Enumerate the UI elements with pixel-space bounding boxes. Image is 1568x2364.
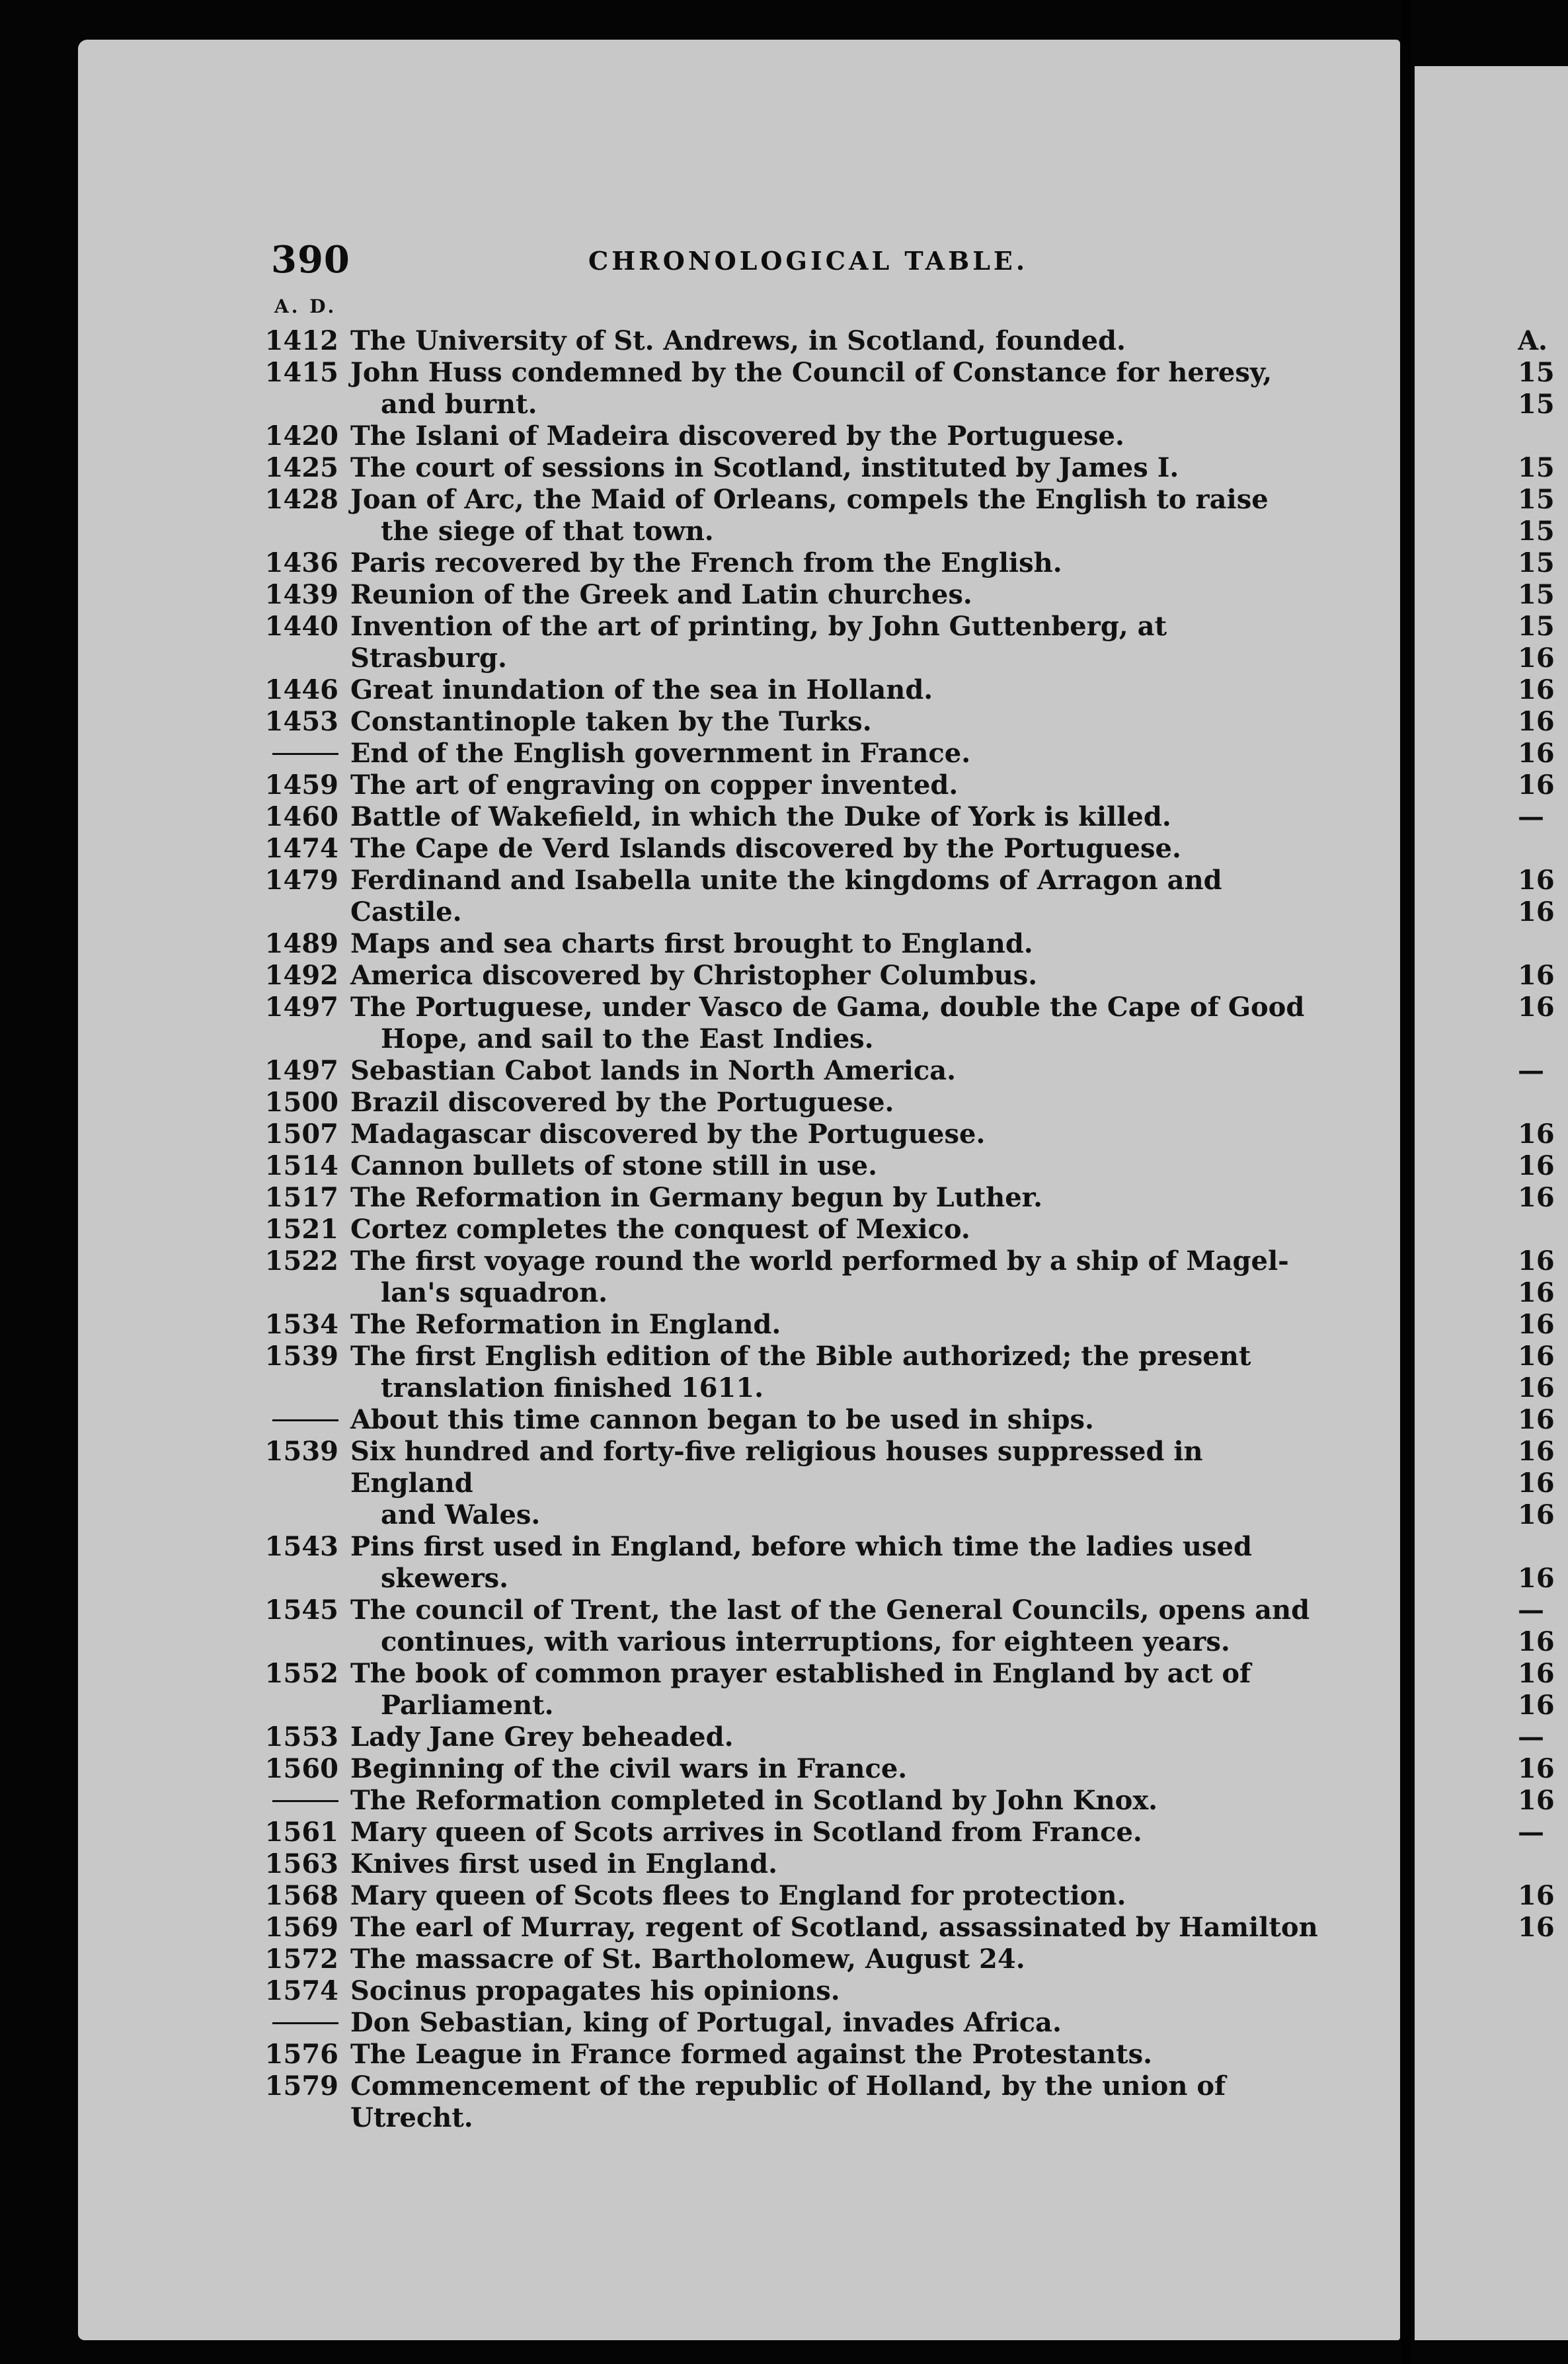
entry-line: Paris recovered by the French from the English.: [350, 547, 1062, 578]
ditto-dash: [272, 1800, 338, 1802]
entry-year: 1543: [264, 1531, 338, 1562]
right-page-fragment: 16: [1518, 1753, 1555, 1784]
entry-line: Madagascar discovered by the Portuguese.: [350, 1119, 986, 1150]
entry-year: 1553: [264, 1721, 338, 1753]
entry-line: Beginning of the civil wars in France.: [350, 1753, 908, 1784]
right-page-fragment: 16: [1518, 1658, 1555, 1689]
entry-text: [350, 706, 1322, 738]
right-page-fragments: [1518, 325, 1568, 1944]
book-gutter: [1401, 0, 1411, 2364]
right-page-fragment: 16: [1518, 1150, 1555, 1181]
chronology-list: [238, 325, 1322, 2134]
right-page-fragment: 16: [1518, 643, 1555, 674]
entry-text: [350, 1817, 1322, 1848]
list-item: [238, 357, 1322, 420]
entry-text: [350, 833, 1322, 865]
right-page-fragment: 16: [1518, 1880, 1555, 1911]
entry-line: The earl of Murray, regent of Scotland, assassinated by Hamilton: [350, 1912, 1318, 1943]
entry-year: [238, 1785, 350, 1817]
entry-text: [350, 1182, 1322, 1214]
entry-year: 1522: [264, 1245, 338, 1277]
entry-line: Reunion of the Greek and Latin churches.: [350, 579, 972, 610]
entry-year: 1561: [264, 1817, 338, 1848]
right-page-fragment: 16: [1518, 1277, 1555, 1308]
entry-year: 1568: [264, 1880, 338, 1911]
entry-year: 1545: [264, 1595, 338, 1626]
list-item: [238, 1245, 1322, 1309]
entry-text: [350, 1341, 1322, 1404]
entry-year: 1440: [264, 611, 338, 642]
entry-year: [238, 2007, 350, 2039]
list-item: [238, 1880, 1322, 1912]
list-item: [238, 547, 1322, 579]
entry-year: 1514: [264, 1150, 338, 1181]
list-item: [238, 1531, 1322, 1595]
right-page-fragment: 16: [1518, 1341, 1555, 1372]
ditto-dash: [272, 753, 338, 755]
right-page-fragment: [1518, 420, 1568, 452]
entry-line: Mary queen of Scots arrives in Scotland from France.: [350, 1817, 1142, 1848]
entry-line: Invention of the art of printing, by John Guttenberg, at Strasburg.: [350, 611, 1167, 674]
right-page-fragment: —: [1518, 1055, 1544, 1086]
list-item: [238, 579, 1322, 611]
entry-line: The Reformation completed in Scotland by John Knox.: [350, 1785, 1158, 1816]
entry-year: [238, 1404, 350, 1436]
entry-year: 1425: [264, 452, 338, 483]
entry-line: End of the English government in France.: [350, 738, 971, 769]
entry-line: The council of Trent, the last of the General Councils, opens and: [350, 1595, 1310, 1626]
right-page-fragment: 16: [1518, 865, 1555, 896]
entry-text: [350, 1119, 1322, 1150]
list-item: [238, 1150, 1322, 1182]
right-page-fragment: 15: [1518, 389, 1555, 420]
right-page-fragment: 16: [1518, 1912, 1555, 1943]
entry-line: John Huss condemned by the Council of Constance for heresy,: [350, 357, 1273, 388]
list-item: [238, 833, 1322, 865]
entry-text: [350, 1214, 1322, 1245]
entry-year: 1579: [264, 2070, 338, 2102]
entry-text: [350, 992, 1322, 1055]
entry-text: [350, 484, 1322, 547]
entry-year: 1415: [264, 357, 338, 388]
entry-continuation: translation finished 1611.: [381, 1372, 764, 1403]
entry-line: The court of sessions in Scotland, instituted by James I.: [350, 452, 1179, 483]
entry-year: 1412: [264, 325, 338, 356]
right-page-fragment: 16: [1518, 1372, 1555, 1403]
entry-line: Brazil discovered by the Portuguese.: [350, 1087, 894, 1118]
entry-text: [350, 357, 1322, 420]
right-page-fragment: 16: [1518, 1404, 1555, 1435]
entry-text: [350, 611, 1322, 674]
entry-line: The art of engraving on copper invented.: [350, 769, 959, 801]
list-item: [238, 738, 1322, 769]
list-item: [238, 1182, 1322, 1214]
list-item: [238, 2039, 1322, 2070]
entry-text: [350, 1975, 1322, 2007]
list-item: [238, 2070, 1322, 2134]
right-page-fragment: 16: [1518, 706, 1555, 737]
list-item: [238, 1055, 1322, 1087]
entry-line: About this time cannon began to be used in ships.: [350, 1404, 1094, 1435]
entry-year: 1521: [264, 1214, 338, 1245]
entry-text: [350, 1880, 1322, 1912]
entry-text: [350, 1087, 1322, 1119]
page-number: 390: [271, 238, 350, 282]
entry-text: [350, 801, 1322, 833]
list-item: [238, 1753, 1322, 1785]
entry-year: 1574: [264, 1975, 338, 2006]
entry-text: [350, 674, 1322, 706]
list-item: [238, 1309, 1322, 1341]
list-item: [238, 865, 1322, 928]
entry-line: Ferdinand and Isabella unite the kingdoms of Arragon and Castile.: [350, 865, 1222, 927]
right-page-fragment: 15: [1518, 452, 1555, 483]
list-item: [238, 452, 1322, 484]
right-page-fragment: [1518, 833, 1568, 865]
entry-line: Knives first used in England.: [350, 1848, 778, 1879]
entry-text: [350, 1944, 1322, 1975]
entry-year: 1569: [264, 1912, 338, 1943]
list-item: [238, 1119, 1322, 1150]
list-item: [238, 1912, 1322, 1944]
entry-line: Pins first used in England, before which time the ladies used: [350, 1531, 1252, 1562]
right-page-fragment: 16: [1518, 960, 1555, 991]
entry-text: [350, 1912, 1322, 1944]
list-item: [238, 1944, 1322, 1975]
entry-line: Don Sebastian, king of Portugal, invades Africa.: [350, 2007, 1062, 2038]
ditto-dash: [272, 1419, 338, 1421]
right-page-fragment: [1518, 1087, 1568, 1119]
list-item: [238, 674, 1322, 706]
entry-line: Cortez completes the conquest of Mexico.: [350, 1214, 970, 1245]
entry-continuation: skewers.: [381, 1563, 509, 1594]
list-item: [238, 769, 1322, 801]
list-item: [238, 1658, 1322, 1721]
entry-year: 1507: [264, 1119, 338, 1150]
entry-line: Socinus propagates his opinions.: [350, 1975, 840, 2006]
entry-continuation: the siege of that town.: [381, 516, 714, 547]
entry-year: 1436: [264, 547, 338, 578]
entry-year: 1539: [264, 1341, 338, 1372]
right-page-fragment: 16: [1518, 769, 1555, 801]
right-page-fragment: [1518, 1214, 1568, 1245]
list-item: [238, 1404, 1322, 1436]
entry-text: [350, 325, 1322, 357]
list-item: [238, 1848, 1322, 1880]
running-head: [271, 238, 1395, 284]
entry-continuation: continues, with various interruptions, for eighteen years.: [381, 1626, 1230, 1657]
entry-line: America discovered by Christopher Columbus.: [350, 960, 1038, 991]
right-page-fragment: —: [1518, 801, 1544, 832]
right-page-fragment: 15: [1518, 357, 1555, 388]
list-item: [238, 1817, 1322, 1848]
entry-year: 1517: [264, 1182, 338, 1213]
entry-year: 1420: [264, 420, 338, 452]
entry-continuation: Parliament.: [381, 1690, 554, 1721]
entry-line: Sebastian Cabot lands in North America.: [350, 1055, 957, 1086]
entry-line: Constantinople taken by the Turks.: [350, 706, 872, 737]
era-label: A. D.: [274, 296, 337, 317]
entry-year: 1428: [264, 484, 338, 515]
entry-line: Six hundred and forty-five religious houses suppressed in England: [350, 1436, 1203, 1499]
list-item: [238, 1087, 1322, 1119]
list-item: [238, 1975, 1322, 2007]
entry-year: 1453: [264, 706, 338, 737]
entry-text: [350, 452, 1322, 484]
entry-text: [350, 1150, 1322, 1182]
entry-line: The Reformation in England.: [350, 1309, 781, 1340]
entry-text: [350, 865, 1322, 928]
list-item: [238, 1341, 1322, 1404]
right-page-fragment: [1518, 1023, 1568, 1055]
entry-line: Great inundation of the sea in Holland.: [350, 674, 933, 705]
right-page-fragment: 16: [1518, 1785, 1555, 1816]
entry-text: [350, 2007, 1322, 2039]
entry-text: [350, 960, 1322, 992]
entry-line: The League in France formed against the Protestants.: [350, 2039, 1153, 2070]
entry-year: 1497: [264, 992, 338, 1023]
entry-line: Commencement of the republic of Holland, by the union of Utrecht.: [350, 2070, 1226, 2133]
entry-year: 1439: [264, 579, 338, 610]
entry-year: 1479: [264, 865, 338, 896]
entry-continuation: and Wales.: [381, 1499, 541, 1530]
entry-text: [350, 1595, 1322, 1658]
entry-text: [350, 1309, 1322, 1341]
entry-line: Maps and sea charts first brought to England.: [350, 928, 1033, 959]
right-page-fragment: —: [1518, 1721, 1544, 1753]
entry-text: [350, 1245, 1322, 1309]
entry-text: [350, 1531, 1322, 1595]
right-page-fragment: 16: [1518, 1245, 1555, 1277]
page-title: CHRONOLOGICAL TABLE.: [588, 246, 1029, 276]
right-page-fragment: 16: [1518, 1436, 1555, 1467]
entry-year: 1497: [264, 1055, 338, 1086]
entry-year: 1460: [264, 801, 338, 832]
right-page-fragment: 16: [1518, 1690, 1555, 1721]
entry-line: The Islani of Madeira discovered by the Portuguese.: [350, 420, 1124, 452]
right-page-fragment: [1518, 1848, 1568, 1880]
entry-line: Cannon bullets of stone still in use.: [350, 1150, 878, 1181]
list-item: [238, 2007, 1322, 2039]
entry-year: 1539: [264, 1436, 338, 1467]
entry-line: Lady Jane Grey beheaded.: [350, 1721, 734, 1753]
right-page-fragment: 16: [1518, 1563, 1555, 1594]
right-page-fragment: [1518, 928, 1568, 960]
entry-year: 1446: [264, 674, 338, 705]
entry-line: Mary queen of Scots flees to England for protection.: [350, 1880, 1126, 1911]
right-page-fragment: [1518, 1531, 1568, 1563]
right-page-fragment: 16: [1518, 1626, 1555, 1657]
right-page-fragment: 15: [1518, 611, 1555, 642]
entry-text: [350, 1055, 1322, 1087]
list-item: [238, 611, 1322, 674]
right-page-fragment: 16: [1518, 1309, 1555, 1340]
list-item: [238, 1595, 1322, 1658]
entry-text: [350, 2039, 1322, 2070]
entry-text: [350, 2070, 1322, 2134]
right-page-fragment: —: [1518, 1817, 1544, 1848]
entry-line: Joan of Arc, the Maid of Orleans, compels the English to raise: [350, 484, 1269, 515]
entry-line: The first voyage round the world performed by a ship of Magel-: [350, 1245, 1289, 1277]
right-page-fragment: 15: [1518, 484, 1555, 515]
entry-text: [350, 579, 1322, 611]
entry-year: [238, 738, 350, 769]
entry-text: [350, 1785, 1322, 1817]
entry-year: 1534: [264, 1309, 338, 1340]
entry-line: The Cape de Verd Islands discovered by the Portuguese.: [350, 833, 1181, 864]
entry-text: [350, 420, 1322, 452]
right-page-fragment: 16: [1518, 1182, 1555, 1213]
entry-text: [350, 1436, 1322, 1531]
list-item: [238, 1214, 1322, 1245]
entry-line: The first English edition of the Bible authorized; the present: [350, 1341, 1251, 1372]
list-item: [238, 1785, 1322, 1817]
list-item: [238, 420, 1322, 452]
ditto-dash: [272, 2022, 338, 2024]
list-item: [238, 1721, 1322, 1753]
list-item: [238, 992, 1322, 1055]
entry-text: [350, 769, 1322, 801]
list-item: [238, 325, 1322, 357]
right-page-fragment: 16: [1518, 1119, 1555, 1150]
list-item: [238, 801, 1322, 833]
entry-line: The book of common prayer established in England by act of: [350, 1658, 1251, 1689]
entry-year: 1492: [264, 960, 338, 991]
entry-line: The Reformation in Germany begun by Luther.: [350, 1182, 1043, 1213]
right-page-fragment: A.: [1518, 325, 1548, 356]
entry-text: [350, 1658, 1322, 1721]
entry-text: [350, 928, 1322, 960]
entry-continuation: lan's squadron.: [381, 1277, 608, 1308]
entry-year: 1563: [264, 1848, 338, 1879]
entry-line: The massacre of St. Bartholomew, August 24.: [350, 1944, 1025, 1975]
entry-text: [350, 738, 1322, 769]
entry-continuation: Hope, and sail to the East Indies.: [381, 1023, 874, 1054]
right-page-fragment: 16: [1518, 1499, 1555, 1530]
right-page-fragment: 15: [1518, 516, 1555, 547]
entry-year: 1576: [264, 2039, 338, 2070]
entry-year: 1560: [264, 1753, 338, 1784]
entry-year: 1474: [264, 833, 338, 864]
entry-continuation: and burnt.: [381, 389, 537, 420]
entry-year: 1459: [264, 769, 338, 801]
right-page-fragment: 15: [1518, 579, 1555, 610]
entry-year: 1572: [264, 1944, 338, 1975]
entry-year: 1489: [264, 928, 338, 959]
right-page-fragment: 16: [1518, 992, 1555, 1023]
list-item: [238, 928, 1322, 960]
right-page-fragment: 16: [1518, 1468, 1555, 1499]
entry-text: [350, 1753, 1322, 1785]
entry-line: The Portuguese, under Vasco de Gama, double the Cape of Good: [350, 992, 1305, 1023]
entry-text: [350, 1721, 1322, 1753]
entry-year: 1500: [264, 1087, 338, 1118]
entry-text: [350, 1404, 1322, 1436]
entry-text: [350, 1848, 1322, 1880]
list-item: [238, 1436, 1322, 1531]
list-item: [238, 960, 1322, 992]
list-item: [238, 706, 1322, 738]
right-page-fragment: 16: [1518, 896, 1555, 927]
right-page-fragment: 16: [1518, 674, 1555, 705]
entry-line: Battle of Wakefield, in which the Duke of York is killed.: [350, 801, 1171, 832]
right-page-fragment: 15: [1518, 547, 1555, 578]
list-item: [238, 484, 1322, 547]
entry-year: 1552: [264, 1658, 338, 1689]
entry-text: [350, 547, 1322, 579]
entry-line: The University of St. Andrews, in Scotland, founded.: [350, 325, 1126, 356]
right-page-fragment: —: [1518, 1595, 1544, 1626]
right-page-fragment: 16: [1518, 738, 1555, 769]
